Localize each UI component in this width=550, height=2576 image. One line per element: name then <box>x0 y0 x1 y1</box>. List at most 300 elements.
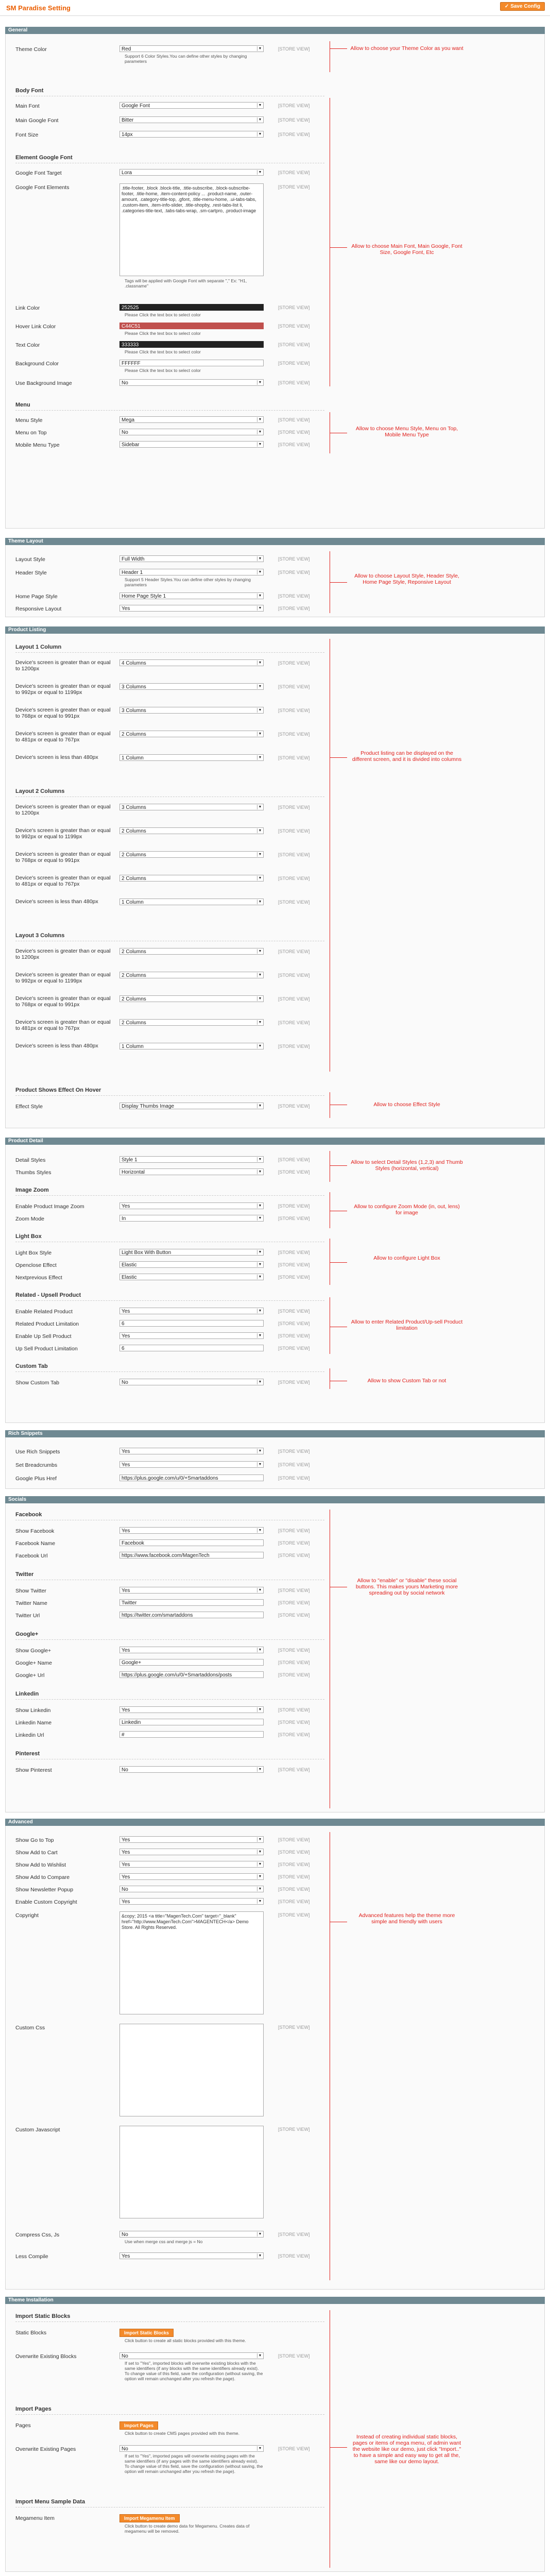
chevron-down-icon: ▼ <box>257 876 263 880</box>
overwrite-existing-pages-label: Overwrite Existing Pages <box>15 2446 76 2452</box>
chevron-down-icon: ▼ <box>257 1588 263 1592</box>
overwrite-existing-pages-select[interactable]: No ▼ <box>119 2445 264 2452</box>
columns-select[interactable]: 2 Columns ▼ <box>119 827 264 834</box>
show-go-to-top-select[interactable]: Yes ▼ <box>119 1836 264 1843</box>
scope-label: [STORE VIEW] <box>278 2353 310 2359</box>
scope-label: [STORE VIEW] <box>278 2025 310 2030</box>
scope-label: [STORE VIEW] <box>278 876 310 881</box>
import-static-blocks-button[interactable]: Import Static Blocks <box>119 2329 174 2337</box>
thumbs-styles-select[interactable]: Horizontal ▼ <box>119 1168 264 1175</box>
chevron-down-icon: ▼ <box>257 1333 263 1338</box>
chevron-down-icon: ▼ <box>257 1707 263 1712</box>
scope-label: [STORE VIEW] <box>278 1044 310 1049</box>
main-google-font-label: Main Google Font <box>15 117 59 124</box>
enable-related-select[interactable]: Yes ▼ <box>119 1308 264 1314</box>
scope-label: [STORE VIEW] <box>278 660 310 666</box>
show-add-to-compare-select[interactable]: Yes ▼ <box>119 1873 264 1880</box>
columns-select[interactable]: 2 Columns ▼ <box>119 995 264 1002</box>
divider <box>15 1699 324 1700</box>
show-googleplus-label: Show Google+ <box>15 1648 51 1654</box>
font-size-label: Font Size <box>15 132 39 138</box>
annotation-line <box>330 2447 347 2448</box>
chevron-down-icon: ▼ <box>257 1528 263 1533</box>
color-note: Please Click the text box to select color <box>125 312 201 317</box>
copyright-textarea[interactable]: &copy; 2015 <a title="MagenTech.Com" target="_blank" href="http://www.MagenTech.Com">MAGENTECH</a> Demo Store. All Rights Reserved. <box>119 1911 264 2014</box>
google-font-target-select[interactable]: Lora ▼ <box>119 169 264 176</box>
twitter-url-input[interactable]: https://twitter.com/smartaddons <box>119 1612 264 1618</box>
facebook-url-input[interactable]: https://www.facebook.com/MagenTech <box>119 1552 264 1558</box>
chevron-down-icon: ▼ <box>257 805 263 809</box>
scope-label: [STORE VIEW] <box>278 1660 310 1665</box>
scope-label: [STORE VIEW] <box>278 1874 310 1879</box>
scope-label: [STORE VIEW] <box>278 1262 310 1267</box>
chevron-down-icon: ▼ <box>257 556 263 561</box>
scope-label: [STORE VIEW] <box>278 1600 310 1605</box>
linkedin-url-label: Linkedin Url <box>15 1732 44 1738</box>
scope-label: [STORE VIEW] <box>278 1170 310 1175</box>
hover-effect-heading: Product Shows Effect On Hover <box>15 1087 101 1093</box>
twitter-heading: Twitter <box>15 1571 34 1578</box>
linkedin-url-input[interactable]: # <box>119 1731 264 1738</box>
section-rich-snippets-body <box>5 1437 545 1489</box>
chevron-down-icon: ▼ <box>257 1648 263 1652</box>
scope-label: [STORE VIEW] <box>278 1476 310 1481</box>
chevron-down-icon: ▼ <box>257 949 263 954</box>
scope-label: [STORE VIEW] <box>278 606 310 611</box>
chevron-down-icon: ▼ <box>257 1262 263 1267</box>
save-config-button[interactable]: ✓ Save Config <box>500 2 545 11</box>
scope-label: [STORE VIEW] <box>278 708 310 713</box>
bg-color-label: Background Color <box>15 361 59 367</box>
scope-label: [STORE VIEW] <box>278 949 310 954</box>
google-font-target-label: Google Font Target <box>15 170 62 176</box>
light-box-heading: Light Box <box>15 1233 42 1240</box>
home-page-style-select[interactable]: Home Page Style 1 ▼ <box>119 592 264 599</box>
annotation-install: Instead of creating individual static blocks, pages or items of mega menu, of admin want the website like our demo, just click "Import.." to have a simple and easy way to get all the, same like our demo layout. <box>352 2434 461 2465</box>
scope-label: [STORE VIEW] <box>278 305 310 310</box>
annotation-line <box>330 757 347 758</box>
section-advanced-header[interactable]: Advanced <box>5 1819 545 1826</box>
annotation-line <box>330 1165 347 1166</box>
linkedin-heading: Linkedin <box>15 1691 39 1697</box>
show-add-to-compare-label: Show Add to Compare <box>15 1874 70 1880</box>
image-zoom-heading: Image Zoom <box>15 1187 49 1193</box>
google-plus-href-input[interactable]: https://plus.google.com/u/0/+Smartaddons <box>119 1475 264 1481</box>
scope-label: [STORE VIEW] <box>278 1540 310 1546</box>
show-googleplus-select[interactable]: Yes ▼ <box>119 1647 264 1653</box>
show-facebook-select[interactable]: Yes ▼ <box>119 1527 264 1534</box>
chevron-down-icon: ▼ <box>257 1170 263 1174</box>
google-font-elements-textarea[interactable]: .title-footer, .block .block-title, .title-subscribe, .block-subscribe-footer, .title-home, .item-content-policy ... .product-name, .outer-amount, .category-title-top, .gfont, .title-menu-home, .ui-tabs-tabs, .custom-item, .item-info-slider, .title-shopby, .rest-tabs-list li, .categories-title-text, .tabs-tabs-wrap, .sm-cartpro, .product-image <box>119 183 264 276</box>
show-twitter-label: Show Twitter <box>15 1588 46 1594</box>
device-screen-label: Device's screen is greater than or equal to 992px or equal to 1199px <box>15 827 111 840</box>
facebook-name-label: Facebook Name <box>15 1540 56 1547</box>
overwrite-blocks-note: If set to "Yes", imported blocks will overwrite existing blocks with the same identifiers (if any blocks with the same identifiers already exist). To change value of this field, save the configuration (without saving, the option will remain unchanged after you refresh the page). <box>125 2361 263 2381</box>
responsive-label: Responsive Layout <box>15 606 62 612</box>
chevron-down-icon: ▼ <box>257 606 263 611</box>
scope-label: [STORE VIEW] <box>278 1899 310 1904</box>
scope-label: [STORE VIEW] <box>278 430 310 435</box>
section-rich-snippets-header[interactable]: Rich Snippets <box>5 1430 545 1437</box>
scope-label: [STORE VIEW] <box>278 380 310 385</box>
section-theme-layout-header[interactable]: Theme Layout <box>5 538 545 545</box>
text-color-input[interactable]: 333333 <box>119 341 264 348</box>
mobile-menu-type-label: Mobile Menu Type <box>15 442 60 448</box>
enable-zoom-select[interactable]: Yes ▼ <box>119 1202 264 1209</box>
device-screen-label: Device's screen is greater than or equal to 768px or equal to 991px <box>15 707 111 719</box>
scope-label: [STORE VIEW] <box>278 732 310 737</box>
chevron-down-icon: ▼ <box>257 2353 263 2358</box>
scope-label: [STORE VIEW] <box>278 1380 310 1385</box>
effect-style-select[interactable]: Display Thumbs Image ▼ <box>119 1103 264 1109</box>
scope-label: [STORE VIEW] <box>278 1462 310 1467</box>
menu-on-top-label: Menu on Top <box>15 430 47 436</box>
body-font-heading: Body Font <box>15 88 44 94</box>
columns-select[interactable]: 1 Column ▼ <box>119 1043 264 1049</box>
scope-label: [STORE VIEW] <box>278 828 310 834</box>
text-color-label: Text Color <box>15 342 40 348</box>
chevron-down-icon: ▼ <box>257 1020 263 1025</box>
annotation-listing: Product listing can be displayed on the different screen, and it is divided into columns <box>352 750 462 762</box>
scope-label: [STORE VIEW] <box>278 1720 310 1725</box>
show-add-to-cart-select[interactable]: Yes ▼ <box>119 1849 264 1855</box>
scope-label: [STORE VIEW] <box>278 556 310 562</box>
scope-label: [STORE VIEW] <box>278 1707 310 1713</box>
google-font-note: Tags will be applied with Google Font with separate "," Ex: "H1, .classname" <box>125 278 247 289</box>
layout-style-select[interactable]: Full Width ▼ <box>119 555 264 562</box>
annotation-line <box>330 247 347 248</box>
less-compile-select[interactable]: Yes ▼ <box>119 2252 264 2259</box>
use-rich-snippets-select[interactable]: Yes ▼ <box>119 1448 264 1454</box>
google-font-elements-label: Google Font Elements <box>15 184 70 191</box>
scope-label: [STORE VIEW] <box>278 1862 310 1867</box>
google-plus-href-label: Google Plus Href <box>15 1476 57 1482</box>
linkedin-name-label: Linkedin Name <box>15 1720 52 1726</box>
chevron-down-icon: ▼ <box>257 1899 263 1904</box>
twitter-name-label: Twitter Name <box>15 1600 47 1606</box>
scope-label: [STORE VIEW] <box>278 170 310 175</box>
scope-label: [STORE VIEW] <box>278 1528 310 1533</box>
show-newsletter-popup-label: Show Newsletter Popup <box>15 1887 74 1893</box>
scope-label: [STORE VIEW] <box>278 361 310 366</box>
layout-group-heading: Layout 3 Columns <box>15 933 65 939</box>
twitter-name-input[interactable]: Twitter <box>119 1599 264 1606</box>
pinterest-heading: Pinterest <box>15 1751 40 1757</box>
scope-label: [STORE VIEW] <box>278 117 310 123</box>
custom-javascript-label: Custom Javascript <box>15 2127 60 2133</box>
chevron-down-icon: ▼ <box>257 732 263 736</box>
device-screen-label: Device's screen is greater than or equal to 481px or equal to 767px <box>15 1019 111 1031</box>
scope-label: [STORE VIEW] <box>278 1648 310 1653</box>
theme-color-note: Support 6 Color Styles.You can define other styles by changing parameters <box>125 54 247 64</box>
openclose-effect-select[interactable]: Elastic ▼ <box>119 1261 264 1268</box>
scope-label: [STORE VIEW] <box>278 103 310 108</box>
divider <box>15 2414 324 2415</box>
scope-label: [STORE VIEW] <box>278 1321 310 1326</box>
overwrite-pages-note: If set to "Yes", imported pages will overwrite existing pages with the same identifiers (if any pages with the same identifiers already exist). To change value of this field, save the configuration (without saving, the option will remain unchanged after you refresh the page). <box>125 2453 263 2474</box>
facebook-name-input[interactable]: Facebook <box>119 1539 264 1546</box>
zoom-mode-select[interactable]: In ▼ <box>119 1215 264 1222</box>
chevron-down-icon: ▼ <box>257 684 263 689</box>
link-color-input[interactable]: 252525 <box>119 304 264 311</box>
section-theme-layout-body <box>5 545 545 617</box>
linkedin-name-input[interactable]: Linkedin <box>119 1719 264 1725</box>
chevron-down-icon: ▼ <box>257 708 263 713</box>
chevron-down-icon: ▼ <box>257 828 263 833</box>
scope-label: [STORE VIEW] <box>278 2446 310 2451</box>
nextprevious-effect-label: Nextprevious Effect <box>15 1275 62 1281</box>
chevron-down-icon: ▼ <box>257 1204 263 1208</box>
scope-label: [STORE VIEW] <box>278 2127 310 2132</box>
set-breadcrumbs-select[interactable]: Yes ▼ <box>119 1461 264 1468</box>
overwrite-existing-blocks-select[interactable]: No ▼ <box>119 2352 264 2359</box>
custom-tab-heading: Custom Tab <box>15 1363 48 1369</box>
chevron-down-icon: ▼ <box>257 996 263 1001</box>
annotation-line <box>330 582 347 583</box>
chevron-down-icon: ▼ <box>257 1216 263 1221</box>
annotation-line <box>330 48 347 49</box>
import-megamenu-button[interactable]: Import Megamenu Item <box>119 2514 180 2522</box>
pages-label: Pages <box>15 2422 31 2429</box>
layout-group-heading: Layout 2 Columns <box>15 788 65 794</box>
chevron-down-icon: ▼ <box>257 1462 263 1467</box>
section-product-detail-header[interactable]: Product Detail <box>5 1138 545 1145</box>
annotation-theme-color: Allow to choose your Theme Color as you want <box>350 45 463 52</box>
custom-css-label: Custom Css <box>15 2025 45 2031</box>
related-limit-input[interactable]: 6 <box>119 1320 264 1327</box>
effect-style-label: Effect Style <box>15 1104 43 1110</box>
menu-style-select[interactable]: Mega ▼ <box>119 416 264 423</box>
use-bg-image-select[interactable]: No ▼ <box>119 379 264 386</box>
element-google-font-heading: Element Google Font <box>15 155 73 161</box>
section-general-header[interactable]: General <box>5 27 545 34</box>
show-pinterest-select[interactable]: No ▼ <box>119 1766 264 1773</box>
upsell-limit-input[interactable]: 6 <box>119 1345 264 1351</box>
import-pages-heading: Import Pages <box>15 2406 51 2412</box>
scope-label: [STORE VIEW] <box>278 570 310 575</box>
scope-label: [STORE VIEW] <box>278 1912 310 1918</box>
chevron-down-icon: ▼ <box>257 2446 263 2451</box>
show-newsletter-popup-select[interactable]: No ▼ <box>119 1886 264 1892</box>
scope-label: [STORE VIEW] <box>278 1157 310 1162</box>
enable-zoom-label: Enable Product Image Zoom <box>15 1204 84 1210</box>
facebook-heading: Facebook <box>15 1512 42 1518</box>
columns-select[interactable]: 1 Column ▼ <box>119 899 264 905</box>
enable-upsell-select[interactable]: Yes ▼ <box>119 1332 264 1339</box>
import-pages-button[interactable]: Import Pages <box>119 2421 158 2430</box>
device-screen-label: Device's screen is greater than or equal to 1200px <box>15 659 111 672</box>
openclose-effect-label: Openclose Effect <box>15 1262 57 1268</box>
chevron-down-icon: ▼ <box>257 1275 263 1279</box>
show-custom-tab-select[interactable]: No ▼ <box>119 1379 264 1385</box>
save-icon: ✓ <box>504 4 509 9</box>
show-add-to-wishlist-select[interactable]: Yes ▼ <box>119 1861 264 1868</box>
chevron-down-icon: ▼ <box>257 442 263 447</box>
columns-select[interactable]: 2 Columns ▼ <box>119 972 264 978</box>
chevron-down-icon: ▼ <box>257 1767 263 1772</box>
section-socials-body <box>5 1503 545 1812</box>
scope-label: [STORE VIEW] <box>278 342 310 347</box>
main-google-font-select[interactable]: Bitter ▼ <box>119 116 264 123</box>
nextprevious-effect-select[interactable]: Elastic ▼ <box>119 1274 264 1280</box>
pages-note: Click button to create CMS pages provided with this theme. <box>125 2431 239 2436</box>
scope-label: [STORE VIEW] <box>278 1250 310 1255</box>
annotation-lightbox: Allow to configure Light Box <box>373 1255 440 1261</box>
columns-select[interactable]: 1 Column ▼ <box>119 754 264 761</box>
static-blocks-note: Click button to create all static blocks provided with this theme. <box>125 2338 246 2343</box>
scope-label: [STORE VIEW] <box>278 442 310 447</box>
divider <box>15 796 324 797</box>
import-menu-heading: Import Menu Sample Data <box>15 2499 85 2505</box>
scope-label: [STORE VIEW] <box>278 973 310 978</box>
scope-label: [STORE VIEW] <box>278 1837 310 1842</box>
scope-label: [STORE VIEW] <box>278 46 310 52</box>
chevron-down-icon: ▼ <box>257 1104 263 1108</box>
scope-label: [STORE VIEW] <box>278 1333 310 1338</box>
font-size-select[interactable]: 14px ▼ <box>119 131 264 138</box>
scope-label: [STORE VIEW] <box>278 1275 310 1280</box>
device-screen-label: Device's screen is less than 480px <box>15 754 98 760</box>
scope-label: [STORE VIEW] <box>278 1767 310 1772</box>
scope-label: [STORE VIEW] <box>278 1020 310 1025</box>
columns-select[interactable]: 2 Columns ▼ <box>119 948 264 955</box>
columns-select[interactable]: 2 Columns ▼ <box>119 731 264 737</box>
device-screen-label: Device's screen is greater than or equal to 768px or equal to 991px <box>15 995 111 1008</box>
googleplus-heading: Google+ <box>15 1631 39 1637</box>
chevron-down-icon: ▼ <box>257 46 263 51</box>
scope-label: [STORE VIEW] <box>278 1216 310 1221</box>
link-color-label: Link Color <box>15 305 40 311</box>
set-breadcrumbs-label: Set Breadcrumbs <box>15 1462 58 1468</box>
chevron-down-icon: ▼ <box>257 852 263 857</box>
overwrite-existing-blocks-label: Overwrite Existing Blocks <box>15 2353 77 2360</box>
device-screen-label: Device's screen is greater than or equal to 481px or equal to 767px <box>15 875 111 887</box>
chevron-down-icon: ▼ <box>257 900 263 904</box>
scope-label: [STORE VIEW] <box>278 2253 310 2259</box>
bg-color-input[interactable]: FFFFFF <box>119 360 264 366</box>
hover-link-color-label: Hover Link Color <box>15 324 56 330</box>
divider <box>15 1371 324 1372</box>
main-font-select[interactable]: Google Font ▼ <box>119 102 264 109</box>
chevron-down-icon: ▼ <box>257 755 263 760</box>
divider <box>15 1195 324 1196</box>
show-linkedin-select[interactable]: Yes ▼ <box>119 1706 264 1713</box>
scope-label: [STORE VIEW] <box>278 324 310 329</box>
show-facebook-label: Show Facebook <box>15 1528 55 1534</box>
googleplus-name-input[interactable]: Google+ <box>119 1659 264 1666</box>
annotation-detail-styles: Allow to select Detail Styles (1,2,3) and Thumb Styles (horizontal, vertical) <box>351 1159 463 1172</box>
googleplus-name-label: Google+ Name <box>15 1660 52 1666</box>
columns-select[interactable]: 3 Columns ▼ <box>119 683 264 690</box>
chevron-down-icon: ▼ <box>257 430 263 434</box>
chevron-down-icon: ▼ <box>257 1874 263 1879</box>
enable-related-label: Enable Related Product <box>15 1309 73 1315</box>
scope-label: [STORE VIEW] <box>278 852 310 857</box>
menu-on-top-select[interactable]: No ▼ <box>119 429 264 435</box>
hover-link-color-input[interactable]: C44C51 <box>119 323 264 329</box>
section-theme-installation-header[interactable]: Theme Installation <box>5 2297 545 2304</box>
columns-select[interactable]: 3 Columns ▼ <box>119 804 264 810</box>
columns-select[interactable]: 2 Columns ▼ <box>119 875 264 882</box>
annotation-zoom: Allow to configure Zoom Mode (in, out, lens) for image <box>354 1204 460 1216</box>
device-screen-label: Device's screen is greater than or equal to 1200px <box>15 804 111 816</box>
chevron-down-icon: ▼ <box>257 1862 263 1867</box>
upsell-limit-label: Up Sell Product Limitation <box>15 1346 78 1352</box>
color-note: Please Click the text box to select color <box>125 349 201 354</box>
googleplus-url-label: Google+ Url <box>15 1672 45 1679</box>
divider <box>15 2321 324 2322</box>
custom-css-textarea[interactable] <box>119 2024 264 2116</box>
device-screen-label: Device's screen is greater than or equal to 1200px <box>15 948 111 960</box>
annotation-menu: Allow to choose Menu Style, Menu on Top, Mobile Menu Type <box>355 426 458 438</box>
chevron-down-icon: ▼ <box>257 1380 263 1384</box>
megamenu-item-label: Megamenu Item <box>15 2515 55 2521</box>
columns-select[interactable]: 2 Columns ▼ <box>119 1019 264 1026</box>
custom-javascript-textarea[interactable] <box>119 2126 264 2218</box>
show-linkedin-label: Show Linkedin <box>15 1707 51 1714</box>
columns-select[interactable]: 4 Columns ▼ <box>119 659 264 666</box>
section-socials-header[interactable]: Socials <box>5 1496 545 1503</box>
theme-color-select[interactable]: Red ▼ <box>119 45 264 52</box>
use-bg-image-label: Use Background Image <box>15 380 72 386</box>
googleplus-url-input[interactable]: https://plus.google.com/u/0/+Smartaddons/posts <box>119 1671 264 1678</box>
columns-select[interactable]: 3 Columns ▼ <box>119 707 264 714</box>
chevron-down-icon: ▼ <box>257 1250 263 1255</box>
light-box-style-select[interactable]: Light Box With Button ▼ <box>119 1249 264 1256</box>
device-screen-label: Device's screen is greater than or equal to 768px or equal to 991px <box>15 851 111 863</box>
megamenu-note: Click button to create demo data for Megamenu. Creates data of megamenu will be removed. <box>125 2523 250 2534</box>
show-twitter-select[interactable]: Yes ▼ <box>119 1587 264 1594</box>
chevron-down-icon: ▼ <box>257 660 263 665</box>
detail-styles-select[interactable]: Style 1 ▼ <box>119 1156 264 1163</box>
device-screen-label: Device's screen is greater than or equal to 992px or equal to 1199px <box>15 683 111 696</box>
annotation-custom-tab: Allow to show Custom Tab or not <box>367 1378 446 1384</box>
device-screen-label: Device's screen is greater than or equal to 481px or equal to 767px <box>15 731 111 743</box>
columns-select[interactable]: 2 Columns ▼ <box>119 851 264 858</box>
section-advanced-body <box>5 1826 545 2290</box>
scope-label: [STORE VIEW] <box>278 184 310 190</box>
section-theme-installation-body <box>5 2304 545 2572</box>
scope-label: [STORE VIEW] <box>278 805 310 810</box>
top-bar <box>0 0 550 16</box>
chevron-down-icon: ▼ <box>257 170 263 175</box>
chevron-down-icon: ▼ <box>257 1044 263 1048</box>
annotation-related: Allow to enter Related Product/Up-sell Product limitation <box>351 1319 463 1331</box>
annotation-effect: Allow to choose Effect Style <box>373 1101 440 1108</box>
compress-css-js-select[interactable]: No ▼ <box>119 2231 264 2238</box>
chevron-down-icon: ▼ <box>257 594 263 598</box>
section-product-detail-body <box>5 1145 545 1423</box>
scope-label: [STORE VIEW] <box>278 1309 310 1314</box>
divider <box>15 1300 324 1301</box>
chevron-down-icon: ▼ <box>257 132 263 137</box>
device-screen-label: Device's screen is less than 480px <box>15 1043 98 1049</box>
responsive-select[interactable]: Yes ▼ <box>119 605 264 612</box>
header-style-select[interactable]: Header 1 ▼ <box>119 569 264 575</box>
enable-custom-copyright-select[interactable]: Yes ▼ <box>119 1898 264 1905</box>
copyright-label: Copyright <box>15 1912 39 1919</box>
mobile-menu-type-select[interactable]: Sidebar ▼ <box>119 441 264 448</box>
chevron-down-icon: ▼ <box>257 1449 263 1453</box>
light-box-style-label: Light Box Style <box>15 1250 52 1256</box>
layout-group-heading: Layout 1 Column <box>15 644 62 650</box>
section-product-listing-header[interactable]: Product Listing <box>5 626 545 634</box>
scope-label: [STORE VIEW] <box>278 1449 310 1454</box>
chevron-down-icon: ▼ <box>257 1887 263 1891</box>
enable-custom-copyright-label: Enable Custom Copyright <box>15 1899 77 1905</box>
thumbs-styles-label: Thumbs Styles <box>15 1170 51 1176</box>
use-rich-snippets-label: Use Rich Snippets <box>15 1449 60 1455</box>
